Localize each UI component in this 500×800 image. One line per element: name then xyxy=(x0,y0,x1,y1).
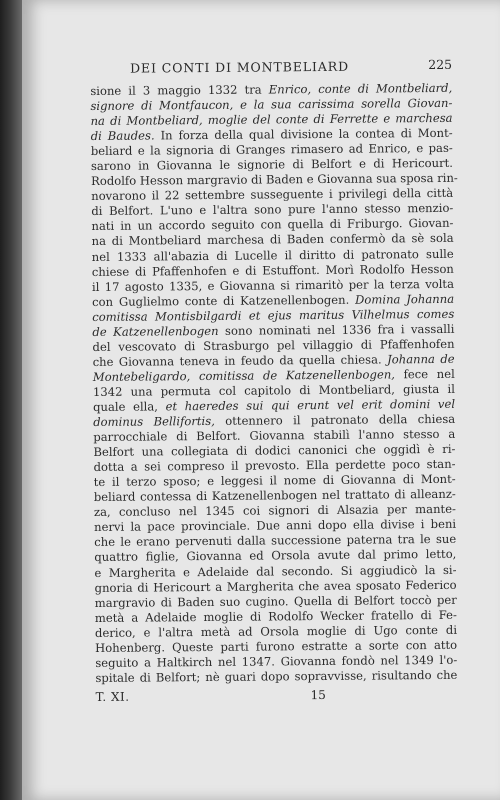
text-segment: 1342 una permuta col capitolo di Montbeliard, giusta il xyxy=(92,381,455,399)
text-segment: nel 1333 all'abazia di Lucelle il diritto di patronato sulle xyxy=(91,246,454,264)
body-text xyxy=(90,81,457,686)
text-segment: za, concluso nel 1345 coi signori di Alsazia per mante- xyxy=(93,502,457,520)
italic-text-segment: signore di Montfaucon, e la sua carissima sorella Giovan- xyxy=(90,95,453,114)
text-segment: con Guglielmo conte di Katzenellenbogen. xyxy=(92,292,356,309)
text-segment: metà a Adelaide moglie di Rodolfo Wecker fratello di Fe- xyxy=(94,607,457,625)
text-segment: di Belfort. L'uno e l'altra sono pure l'anno stesso menzio- xyxy=(91,201,454,219)
text-segment: beliard contessa di Katzenellenbogen nel trattato di alleanz- xyxy=(93,487,456,505)
text-segment: In forza della qual divisione la contea di Mont- xyxy=(154,125,453,143)
volume-mark: T. XI. xyxy=(95,689,130,704)
text-segment: chiese di Pfaffenhofen e di Estuffont. Morì Rodolfo Hesson xyxy=(91,261,454,279)
text-segment: gnoria di Hericourt a Margherita che avea sposato Federico xyxy=(94,577,457,595)
italic-text-segment: Johanna de xyxy=(387,351,455,367)
text-segment: sarono in Giovanna le signorie di Belfort e di Hericourt. xyxy=(90,156,453,174)
italic-text-segment: de Katzenellenbogen xyxy=(92,323,219,339)
text-segment: ottennero il patronato della chiesa xyxy=(214,411,456,428)
italic-text-segment: di Baudes. xyxy=(90,128,155,144)
text-segment: beliard e la signoria di Granges rimasero ad Enrico, e pas- xyxy=(90,141,453,159)
text-segment: nervi la pace provinciale. Due anni dopo ella divise i beni xyxy=(94,517,457,535)
signature-mark: 15 xyxy=(310,687,326,702)
italic-text-segment: Enrico, conte di Montbeliard, xyxy=(268,80,453,97)
text-segment: quale ella, xyxy=(92,399,166,414)
text-segment: margravio di Baden suo cugino. Quella di Belfort toccò per xyxy=(94,592,457,610)
text-segment: seguito a Haltkirch nel 1347. Giovanna fondò nel 1349 l'o- xyxy=(95,652,458,670)
text-segment: Hohenberg. Queste parti furono estratte a sorte con atto xyxy=(95,637,458,655)
italic-text-segment: na di Montbeliard, moglie del conte di Ferrette e marchesa xyxy=(90,110,453,129)
text-segment: nati in un accordo seguito con quella di Friburgo. Giovan- xyxy=(91,216,454,234)
text-segment: dotta a sei compreso il prevosto. Ella perdette poco stan- xyxy=(93,456,456,475)
text-segment: quattro figlie, Giovanna ed Orsola avute dal primo letto, xyxy=(94,547,457,565)
book-page xyxy=(22,0,500,800)
italic-text-segment: Domina Johanna xyxy=(354,291,455,307)
text-segment: del vescovato di Strasburgo pel villaggio di Pfaffenhofen xyxy=(92,336,455,354)
text-segment: derico, e l'altra metà ad Orsola moglie di Ugo conte di xyxy=(94,622,458,640)
text-segment: sione il 3 maggio 1332 tra xyxy=(90,82,269,98)
italic-text-segment: Montebeligardo, comitissa de Katzenellenbogen, xyxy=(92,367,396,384)
text-segment: e Margherita e Adelaide dal secondo. Si aggiudicò la si- xyxy=(94,562,457,580)
text-segment: il 17 agosto 1335, e Giovanna si rimaritò per la terza volta xyxy=(91,276,455,294)
text-segment: spitale di Belfort; nè guari dopo sopravvisse, risultando che xyxy=(95,667,458,685)
page-number: 225 xyxy=(428,56,453,73)
page-content xyxy=(90,55,458,708)
text-segment: sono nominati nel 1336 fra i vassalli xyxy=(218,321,455,338)
running-head-title: DEI CONTI DI MONTBELIARD xyxy=(130,58,350,76)
italic-text-segment: comitissa Montisbilgardi et ejus maritus Vilhelmus comes xyxy=(92,306,455,324)
text-segment: na di Montbeliard marchesa di Baden confermò da sè sola xyxy=(91,231,454,249)
italic-text-segment: dominus Bellifortis, xyxy=(93,413,215,430)
text-segment: che le erano pervenuti dalla successione paterna tra le sue xyxy=(94,532,457,550)
book-spine-shadow xyxy=(0,0,22,800)
text-segment: Belfort una collegiata di dodici canonici che oggidì è ri- xyxy=(93,441,456,460)
text-segment: fece nel xyxy=(394,366,455,382)
text-segment: novarono il 22 settembre susseguente i privilegi della città xyxy=(91,186,454,204)
running-head xyxy=(90,55,452,78)
text-segment: parrocchiale di Belfort. Giovanna stabilì l'anno stesso a xyxy=(93,426,456,445)
text-segment: Rodolfo Hesson margravio di Baden e Giovanna sua sposa rin- xyxy=(91,171,458,189)
italic-text-segment: et haeredes sui qui erunt vel erit domini vel xyxy=(165,396,456,414)
text-segment: che Giovanna teneva in feudo da quella chiesa. xyxy=(92,352,388,369)
text-line xyxy=(95,668,457,686)
page-footer xyxy=(95,685,457,708)
text-segment: te il terzo sposo; e leggesi il nome di Giovanna di Mont- xyxy=(93,472,456,490)
